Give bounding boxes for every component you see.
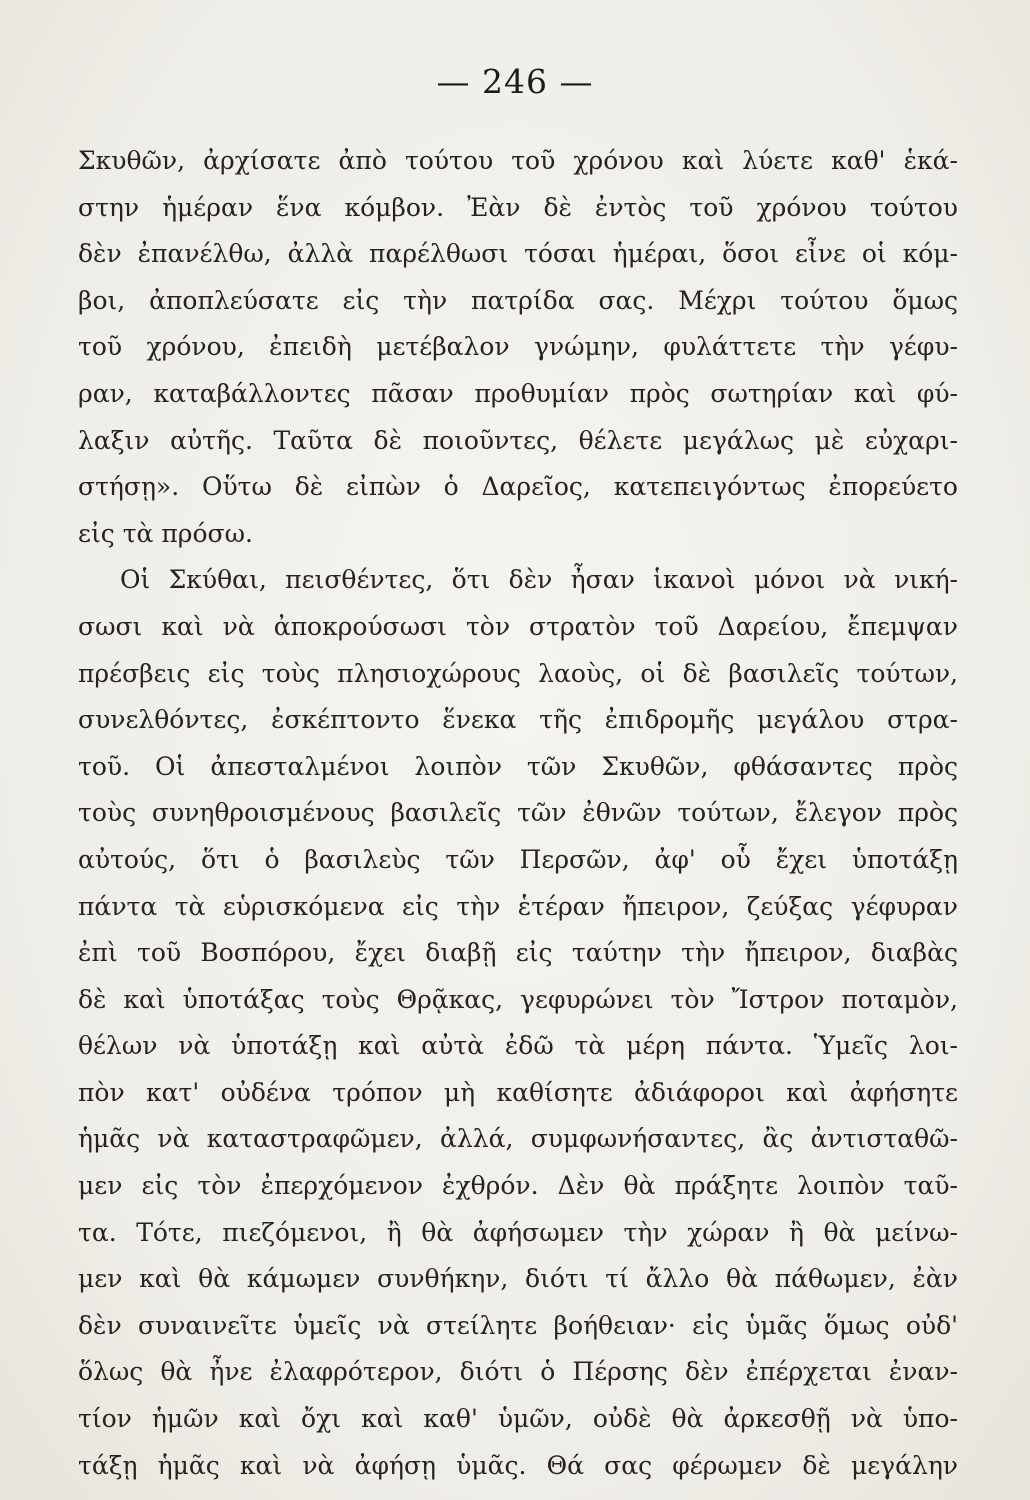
body-text	[78, 138, 958, 1489]
text-line: πὸν κατ' οὐδένα τρόπον μὴ καθίσητε ἀδιάφοροι καὶ ἀφήσητε	[78, 1077, 958, 1107]
page-number: — 246 —	[436, 62, 594, 101]
text-line: μεν εἰς τὸν ἐπερχόμενον ἐχθρόν. Δὲν θὰ πράξητε λοιπὸν ταῦ-	[78, 1171, 958, 1201]
text-line: λαξιν αὐτῆς. Ταῦτα δὲ ποιοῦντες, θέλετε μεγάλως μὲ εὐχαρι-	[78, 425, 958, 455]
text-line: ὅλως θὰ ἦνε ἐλαφρότερον, διότι ὁ Πέρσης δὲν ἐπέρχεται ἐναν-	[78, 1357, 958, 1387]
text-line: τοὺς συνηθροισμένους βασιλεῖς τῶν ἐθνῶν τούτων, ἔλεγον πρὸς	[78, 798, 958, 828]
text-line: τάξῃ ἡμᾶς καὶ νὰ ἀφήσῃ ὑμᾶς. Θά σας φέρωμεν δὲ μεγάλην	[78, 1450, 958, 1480]
text-line: βοι, ἀποπλεύσατε εἰς τὴν πατρίδα σας. Μέχρι τούτου ὅμως	[78, 285, 958, 315]
text-line: πρέσβεις εἰς τοὺς πλησιοχώρους λαοὺς, οἱ δὲ βασιλεῖς τούτων,	[78, 658, 958, 688]
text-line: τίον ἡμῶν καὶ ὄχι καὶ καθ' ὑμῶν, οὐδὲ θὰ ἀρκεσθῇ νὰ ὑπο-	[78, 1404, 958, 1434]
text-line: ραν, καταβάλλοντες πᾶσαν προθυμίαν πρὸς σωτηρίαν καὶ φύ-	[78, 378, 958, 408]
text-line: στήσῃ». Οὕτω δὲ εἰπὼν ὁ Δαρεῖος, κατεπειγόντως ἐπορεύετο	[78, 472, 958, 502]
text-line: ἐπὶ τοῦ Βοσπόρου, ἔχει διαβῇ εἰς ταύτην τὴν ἤπειρον, διαβὰς	[78, 938, 958, 968]
text-line: στην ἡμέραν ἕνα κόμβον. Ἐὰν δὲ ἐντὸς τοῦ χρόνου τούτου	[78, 192, 958, 222]
text-line: δὲ καὶ ὑποτάξας τοὺς Θρᾷκας, γεφυρώνει τὸν Ἴστρον ποταμὸν,	[78, 984, 958, 1014]
text-line: τα. Τότε, πιεζόμενοι, ἢ θὰ ἀφήσωμεν τὴν χώραν ἢ θὰ μείνω-	[78, 1217, 958, 1247]
text-line: μεν καὶ θὰ κάμωμεν συνθήκην, διότι τί ἄλλο θὰ πάθωμεν, ἐὰν	[78, 1264, 958, 1294]
text-line: πάντα τὰ εὑρισκόμενα εἰς τὴν ἑτέραν ἤπειρον, ζεύξας γέφυραν	[78, 891, 958, 921]
text-line: συνελθόντες, ἐσκέπτοντο ἕνεκα τῆς ἐπιδρομῆς μεγάλου στρα-	[78, 705, 958, 735]
paragraph-start-line: Οἱ Σκύθαι, πεισθέντες, ὅτι δὲν ἦσαν ἱκανοὶ μόνοι νὰ νική-	[120, 565, 958, 595]
text-line: εἰς τὰ πρόσω.	[78, 518, 253, 548]
text-line: δὲν συναινεῖτε ὑμεῖς νὰ στείλητε βοήθειαν· εἰς ὑμᾶς ὅμως οὐδ'	[78, 1310, 958, 1340]
text-line: αὐτούς, ὅτι ὁ βασιλεὺς τῶν Περσῶν, ἀφ' οὗ ἔχει ὑποτάξῃ	[78, 844, 958, 874]
text-line: τοῦ. Οἱ ἀπεσταλμένοι λοιπὸν τῶν Σκυθῶν, φθάσαντες πρὸς	[78, 751, 958, 781]
text-line: θέλων νὰ ὑποτάξῃ καὶ αὐτὰ ἐδῶ τὰ μέρη πάντα. Ὑμεῖς λοι-	[78, 1031, 958, 1061]
text-line: σωσι καὶ νὰ ἀποκρούσωσι τὸν στρατὸν τοῦ Δαρείου, ἔπεμψαν	[78, 611, 958, 641]
text-line: Σκυθῶν, ἀρχίσατε ἀπὸ τούτου τοῦ χρόνου καὶ λύετε καθ' ἑκά-	[78, 146, 958, 175]
text-line: δὲν ἐπανέλθω, ἀλλὰ παρέλθωσι τόσαι ἡμέραι, ὅσοι εἶνε οἱ κόμ-	[78, 239, 958, 269]
text-line: τοῦ χρόνου, ἐπειδὴ μετέβαλον γνώμην, φυλάττετε τὴν γέφυ-	[78, 332, 958, 362]
text-line: ἡμᾶς νὰ καταστραφῶμεν, ἀλλά, συμφωνήσαντες, ἂς ἀντισταθῶ-	[78, 1124, 958, 1154]
